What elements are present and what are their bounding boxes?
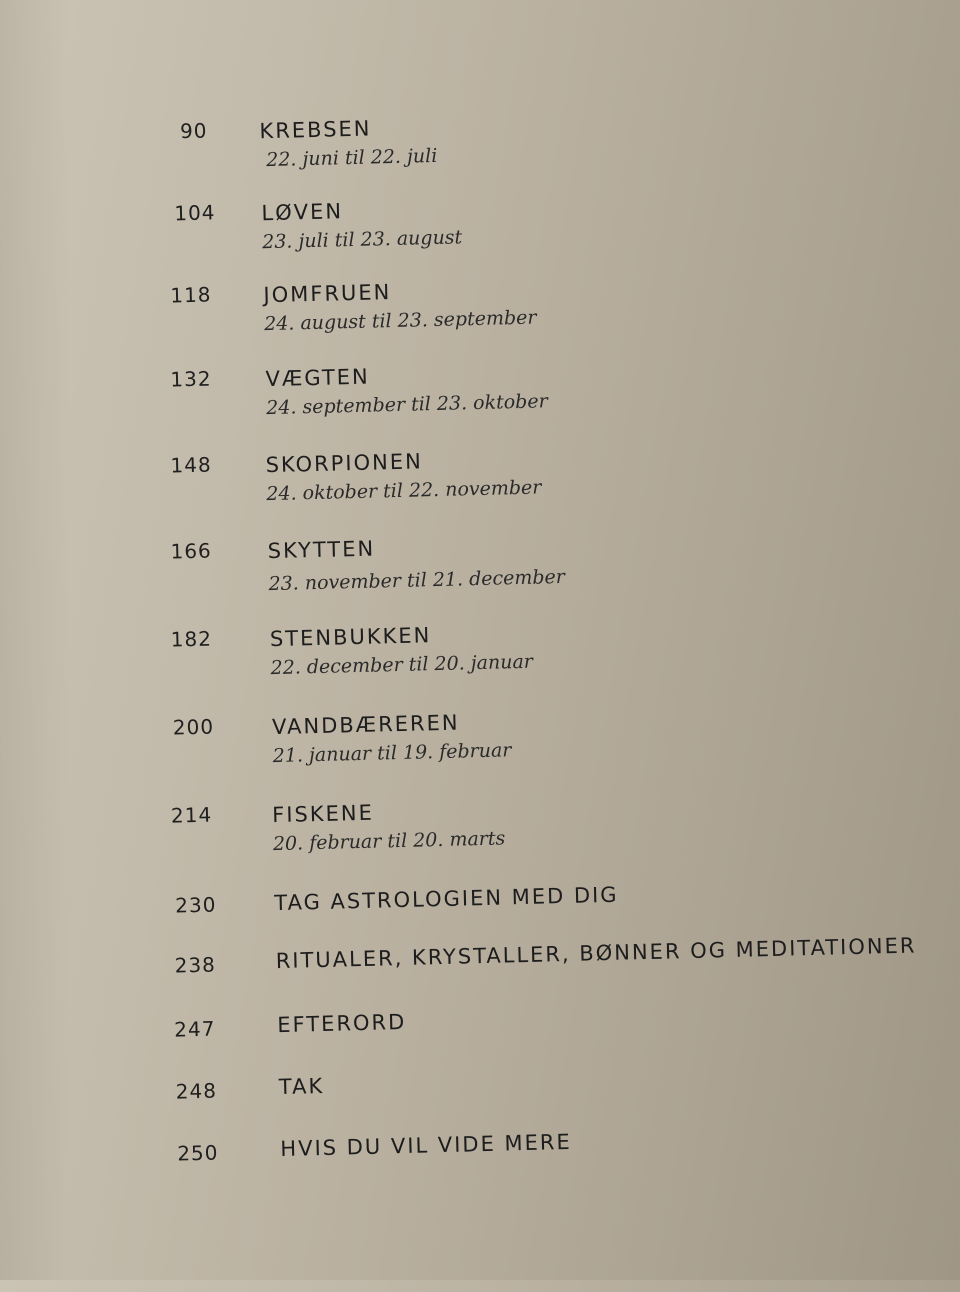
page-number: 166 (170, 538, 213, 564)
chapter-title: TAK (278, 1073, 325, 1100)
chapter-dates: 20. februar til 20. marts (272, 827, 506, 856)
page-number: 250 (176, 1140, 219, 1166)
page-number: 200 (172, 714, 215, 740)
page-number: 238 (174, 952, 217, 978)
chapter-title: SKORPIONEN (265, 449, 424, 478)
chapter-dates: 22. juni til 22. juli (265, 144, 438, 172)
chapter-dates: 24. oktober til 22. november (266, 476, 542, 506)
page-number: 248 (175, 1078, 218, 1104)
chapter-title: JOMFRUEN (263, 280, 392, 308)
page-number: 230 (174, 892, 217, 918)
chapter-dates: 23. november til 21. december (268, 565, 566, 596)
page-number: 148 (170, 452, 212, 478)
page-number: 247 (173, 1016, 216, 1042)
chapter-dates: 21. januar til 19. februar (272, 739, 512, 768)
chapter-title: VANDBÆREREN (271, 710, 460, 740)
chapter-title: RITUALER, KRYSTALLER, BØNNER OG MEDITATIONER (275, 933, 917, 974)
chapter-title: STENBUKKEN (269, 623, 432, 652)
chapter-title: KREBSEN (259, 116, 372, 144)
page-number: 214 (170, 802, 213, 828)
chapter-title: SKYTTEN (267, 536, 376, 564)
chapter-title: FISKENE (271, 800, 375, 828)
chapter-dates: 24. september til 23. oktober (266, 390, 548, 420)
chapter-dates: 24. august til 23. september (263, 306, 537, 336)
toc-entry-krebsen[interactable] (0, 0, 884, 172)
chapter-title: VÆGTEN (265, 364, 370, 392)
chapter-title: LØVEN (261, 199, 344, 226)
chapter-title: TAG ASTROLOGIEN MED DIG (274, 882, 619, 916)
chapter-title: EFTERORD (277, 1009, 407, 1038)
page-number: 118 (170, 282, 212, 308)
chapter-title: HVIS DU VIL VIDE MERE (280, 1129, 573, 1162)
page-number: 104 (174, 200, 216, 226)
chapter-dates: 23. juli til 23. august (261, 226, 463, 254)
page-number: 182 (170, 626, 213, 652)
page-number: 90 (179, 118, 208, 144)
page-number: 132 (170, 366, 212, 392)
chapter-dates: 22. december til 20. januar (270, 650, 534, 680)
